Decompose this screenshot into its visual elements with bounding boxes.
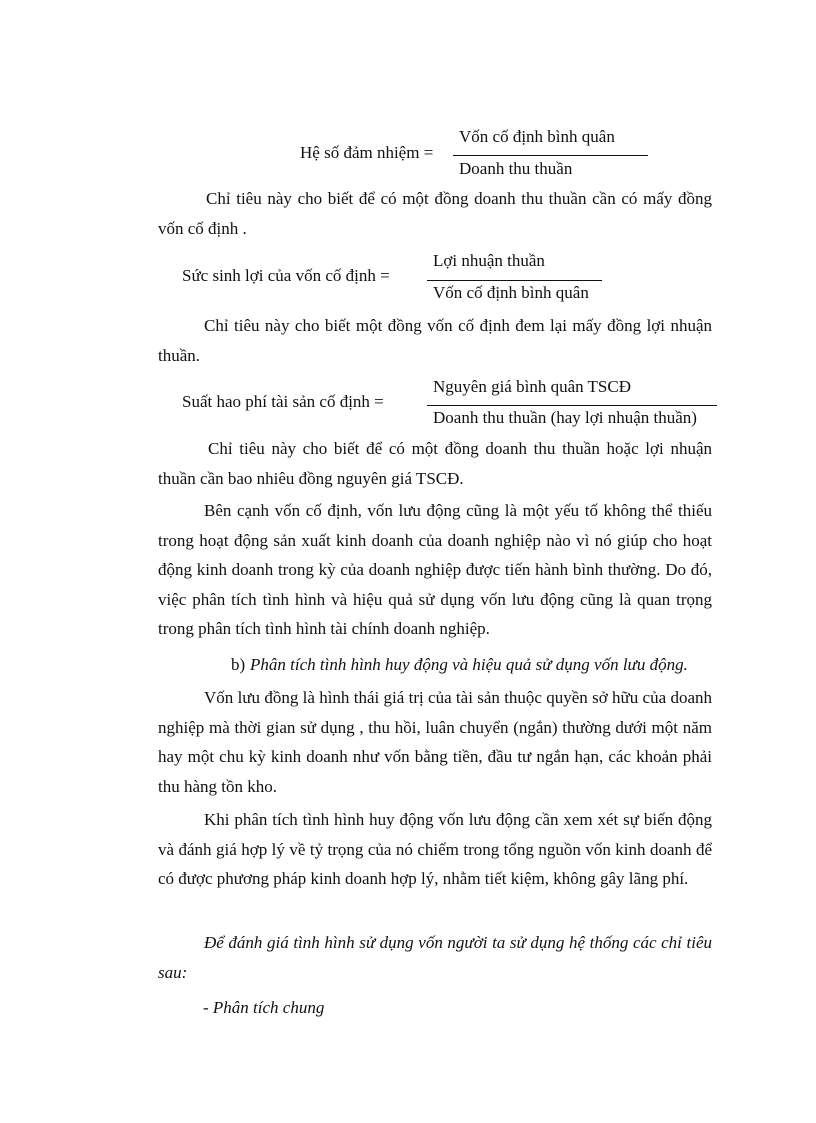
formula2-numerator: Lợi nhuận thuần [433,251,545,270]
paragraph-working-capital-analysis: Khi phân tích tình hình huy động vốn lưu động cần xem xét sự biến động và đánh giá hợp lý về tỷ trọng của nó chiếm trong tổng nguồn vốn kinh doanh để có được phương pháp kinh doanh hợp lý, nhằm tiết kiệm, không gây lãng phí. [158,810,712,888]
formula1-label: Hệ số đảm nhiệm = [300,143,434,162]
paragraph-profitability-note: Chỉ tiêu này cho biết một đồng vốn cố định đem lại mấy đồng lợi nhuận thuần. [158,316,712,365]
paragraph-working-capital-definition: Vốn lưu đồng là hình thái giá trị của tài sản thuộc quyền sở hữu của doanh nghiệp mà thời gian sử dụng , thu hồi, luân chuyển (ngắn) thường dưới một năm hay một chu kỳ kinh doanh như vốn bằng tiền, đầu tư ngắn hạn, các khoản phải thu hàng tồn kho. [158,688,712,796]
formula1-numerator: Vốn cố định bình quân [459,127,615,146]
paragraph-fixed-capital-ratio-note: Chỉ tiêu này cho biết để có một đồng doanh thu thuần cần có mấy đồng vốn cố định . [158,189,712,238]
formula2-label: Sức sinh lợi của vốn cố định = [182,266,390,285]
formula3-numerator: Nguyên giá bình quân TSCĐ [433,377,632,396]
paragraph-depreciation-note: Chỉ tiêu này cho biết để có một đồng doanh thu thuần hoặc lợi nhuận thuần cần bao nhiêu đồng nguyên giá TSCĐ. [158,439,712,488]
formula1-fraction-line [453,155,648,156]
formula3-label: Suất hao phí tài sản cố định = [182,392,384,411]
formula2-fraction-line [427,280,602,281]
formula2-denominator: Vốn cố định bình quân [433,283,589,302]
formula3-denominator: Doanh thu thuần (hay lợi nhuận thuần) [433,408,697,427]
formula1-denominator: Doanh thu thuần [459,159,573,178]
paragraph-working-capital-intro: Bên cạnh vốn cố định, vốn lưu động cũng là một yếu tố không thể thiếu trong hoạt động sản xuất kinh doanh của doanh nghiệp nào vì nó giúp cho hoạt động kinh doanh trong kỳ của doanh nghiệp được tiến hành bình thường. Do đó, việc phân tích tình hình và hiệu quả sử dụng vốn lưu động cũng là quan trọng trong phân tích tình hình tài chính doanh nghiệp. [158,501,712,638]
list-item-general-analysis: - Phân tích chung [203,998,325,1017]
paragraph-indicator-system: Để đánh giá tình hình sử dụng vốn người ta sử dụng hệ thống các chỉ tiêu sau: [158,933,712,982]
section-b-title: Phân tích tình hình huy động và hiệu quả sử dụng vốn lưu động. [250,655,688,674]
section-b-marker: b) [231,655,246,674]
formula3-fraction-line [427,405,717,406]
